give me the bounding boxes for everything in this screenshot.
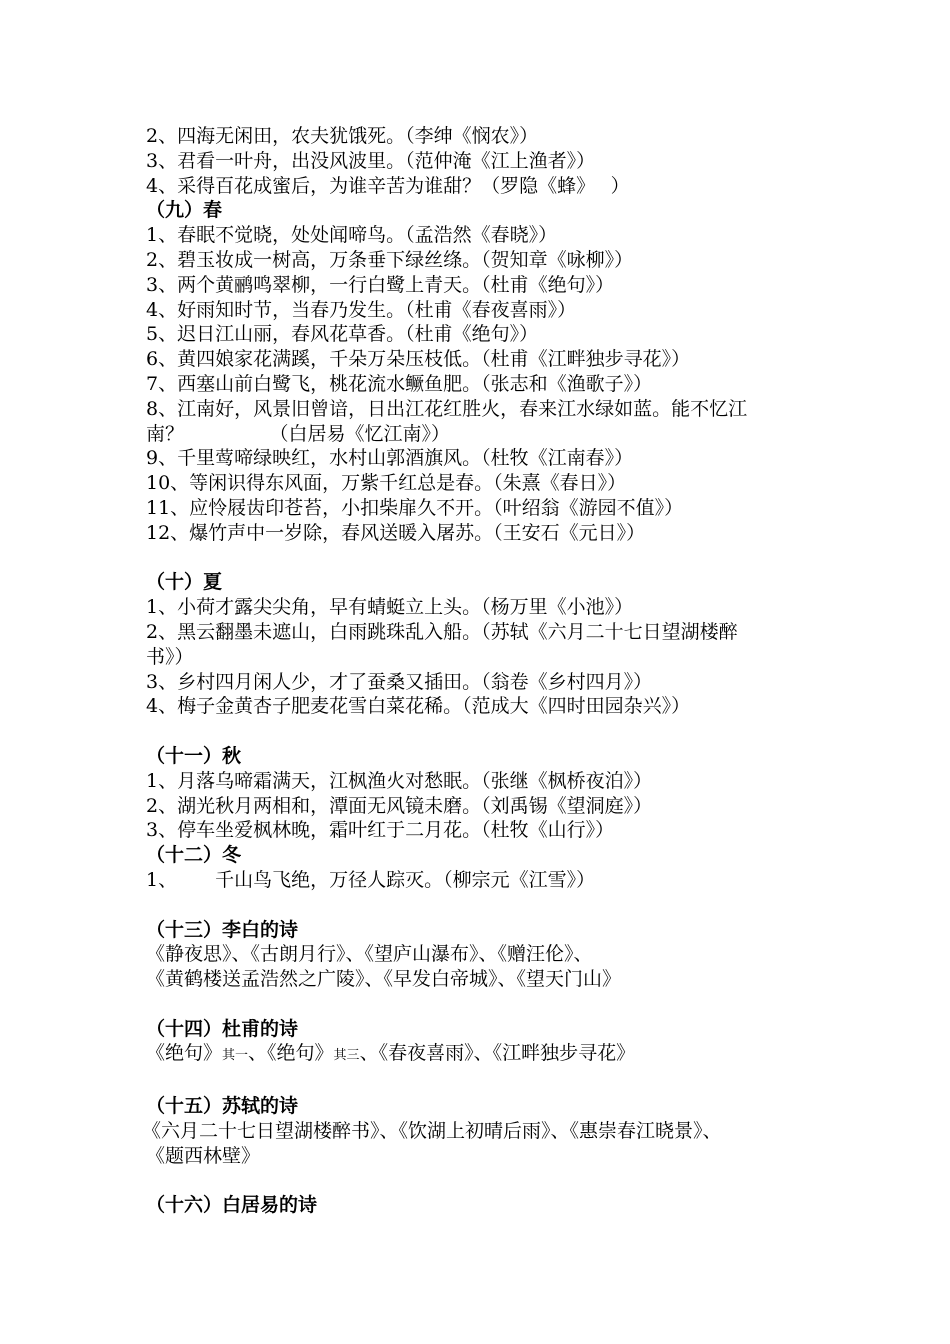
poem-line: 1、春眠不觉晓，处处闻啼鸟。（孟浩然《春晓》） [146, 224, 558, 247]
section-summer [146, 570, 826, 719]
section-heading: （十一）秋 [146, 744, 242, 767]
poem-line: 书》） [146, 645, 194, 668]
poem-title: 《绝句》 [146, 1042, 223, 1065]
spacer [146, 992, 826, 1017]
poem-line: 南？ （白居易《忆江南》） [146, 422, 451, 445]
poem-line: 4、采得百花成蜜后，为谁辛苦为谁甜？（罗隐《蜂》 ） [146, 174, 630, 197]
section-heading: （十五）苏轼的诗 [146, 1095, 299, 1118]
poem-line: 4、梅子金黄杏子肥麦花雪白菜花稀。（范成大《四时田园杂兴》） [146, 695, 691, 718]
spacer [146, 1069, 826, 1094]
section-heading: （十二）冬 [146, 844, 242, 867]
section-spring [146, 198, 826, 545]
poem-line: 1、月落乌啼霜满天，江枫渔火对愁眠。（张继《枫桥夜泊》） [146, 769, 653, 792]
poem-line: 3、君看一叶舟，出没风波里。（范仲淹《江上渔者》） [146, 149, 596, 172]
spacer [146, 1168, 826, 1193]
poem-line: 2、黑云翻墨未遮山，白雨跳珠乱入船。（苏轼《六月二十七日望湖楼醉 [146, 620, 738, 643]
poem-subnote: 其三 [333, 1048, 360, 1064]
poem-number: 1、 [146, 868, 178, 891]
poem-line: 1、小荷才露尖尖角，早有蜻蜓立上头。（杨万里《小池》） [146, 596, 634, 619]
spacer [146, 546, 826, 571]
poem-text: 千山鸟飞绝，万径人踪灭。（柳宗元《江雪》） [215, 868, 596, 891]
section-libai [146, 918, 826, 992]
poem-line: 7、西塞山前白鹭飞，桃花流水鳜鱼肥。（张志和《渔歌子》） [146, 372, 653, 395]
spacer [146, 893, 826, 918]
poem-line: 3、停车坐爱枫林晚，霜叶红于二月花。（杜牧《山行》） [146, 819, 615, 842]
poem-title: 、《绝句》 [248, 1042, 334, 1065]
poem-line: 11、应怜屐齿印苍苔，小扣柴扉久不开。（叶绍翁《游园不值》） [146, 496, 684, 519]
section-dufu [146, 1017, 826, 1070]
section-sushi [142, 1094, 826, 1168]
poem-title: 、《春夜喜雨》、《江畔独步寻花》 [359, 1042, 636, 1065]
poem-titles-line: 《黄鹤楼送孟浩然之广陵》、《早发白帝城》、《望天门山》 [146, 968, 622, 991]
poem-titles-line: 《六月二十七日望湖楼醉书》、《饮湖上初晴后雨》、《惠崇春江晓景》、 [142, 1119, 722, 1142]
poem-line: 2、碧玉妆成一树高，万条垂下绿丝绦。（贺知章《咏柳》） [146, 248, 634, 271]
poem-line: 8、江南好，风景旧曾谙，日出江花红胜火，春来江水绿如蓝。能不忆江 [146, 397, 748, 420]
poem-list-continued [146, 124, 826, 198]
poem-titles-line: 《静夜思》、《古朗月行》、《望庐山瀑布》、《赠汪伦》、 [146, 943, 593, 966]
poem-line: 4、好雨知时节，当春乃发生。（杜甫《春夜喜雨》） [146, 298, 577, 321]
section-heading: （九）春 [146, 199, 223, 222]
section-winter [146, 843, 826, 893]
poem-line: 2、湖光秋月两相和，潭面无风镜未磨。（刘禹锡《望洞庭》） [146, 794, 653, 817]
poem-line: 2、四海无闲田，农夫犹饿死。（李绅《悯农》） [146, 125, 539, 147]
section-heading: （十四）杜甫的诗 [146, 1017, 299, 1040]
poem-line [146, 868, 826, 893]
poem-line: 5、迟日江山丽，春风花草香。（杜甫《绝句》） [146, 323, 539, 346]
section-autumn [146, 744, 826, 843]
section-baijuyi [146, 1193, 826, 1218]
document-page [142, 124, 826, 1218]
poem-line: 6、黄四娘家花满蹊，千朵万朵压枝低。（杜甫《江畔独步寻花》） [146, 348, 691, 371]
poem-line: 10、等闲识得东风面，万紫千红总是春。（朱熹《春日》） [146, 472, 627, 495]
poem-line: 12、爆竹声中一岁除，春风送暖入屠苏。（王安石《元日》） [146, 521, 646, 544]
poem-titles-line: 《题西林壁》 [146, 1144, 261, 1167]
poem-titles-line [146, 1041, 826, 1069]
poem-subnote: 其一 [222, 1048, 249, 1064]
section-heading: （十三）李白的诗 [146, 918, 299, 941]
spacer [146, 719, 826, 744]
poem-line: 3、两个黄鹂鸣翠柳，一行白鹭上青天。（杜甫《绝句》） [146, 273, 615, 296]
poem-line: 3、乡村四月闲人少，才了蚕桑又插田。（翁卷《乡村四月》） [146, 670, 653, 693]
poem-line: 9、千里莺啼绿映红，水村山郭酒旗风。（杜牧《江南春》） [146, 447, 634, 470]
section-heading: （十六）白居易的诗 [146, 1194, 318, 1217]
section-heading: （十）夏 [146, 571, 223, 594]
